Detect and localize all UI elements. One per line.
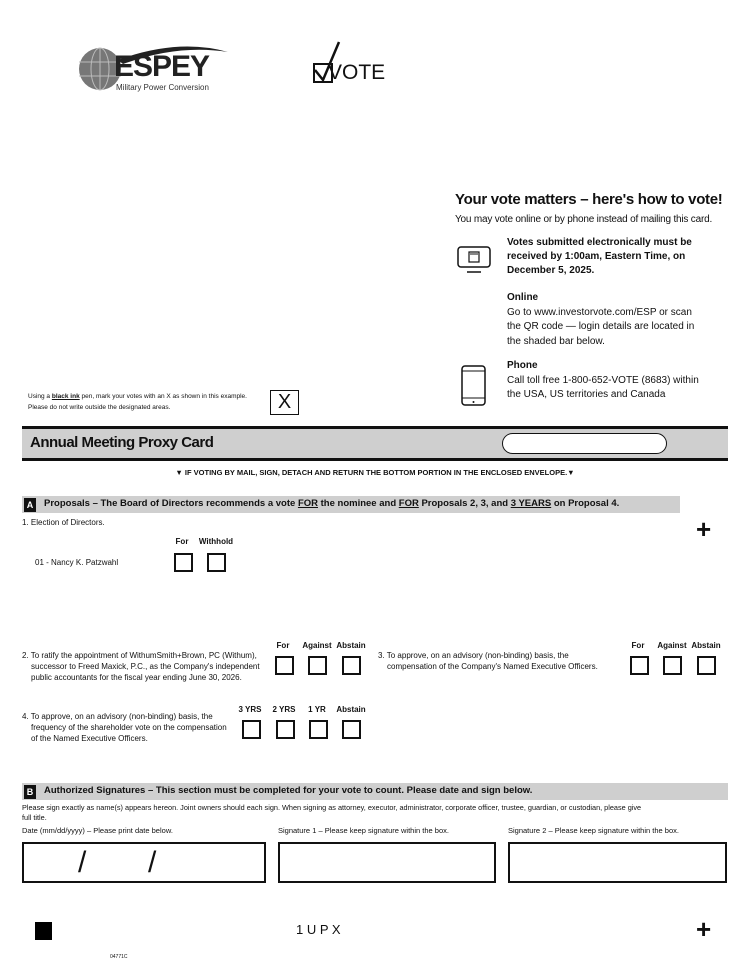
date-label: Date (mm/dd/yyyy) – Please print date below. (22, 826, 173, 835)
monitor-icon (457, 246, 493, 274)
proposal-2-abstain-checkbox[interactable] (342, 656, 361, 675)
signing-instructions: Please sign exactly as name(s) appears hereon. Joint owners should each sign. When signing as attorney, executor, administrator, corporate officer, trustee, guardian, or custodian, please give full title. (22, 803, 642, 822)
proposal-4-3yrs-checkbox[interactable] (242, 720, 261, 739)
option-label-abstain: Abstain (336, 705, 366, 714)
date-separator: / (148, 846, 157, 879)
online-heading: Online (507, 292, 539, 303)
proposal-1-title: 1. Election of Directors. (22, 518, 105, 527)
vote-logo-text: VOTE (328, 61, 386, 84)
option-label-abstain: Abstain (336, 641, 366, 650)
login-oval (502, 433, 667, 454)
form-code: 1 U P X (296, 922, 341, 937)
online-section (507, 291, 694, 349)
card-title: Annual Meeting Proxy Card (30, 434, 214, 451)
vote-logo (312, 40, 387, 88)
date-input-box[interactable] (22, 842, 266, 883)
registration-plus-icon: + (696, 514, 712, 544)
deadline-line: Votes submitted electronically must be (507, 237, 692, 248)
black-ink-text: black ink (51, 393, 80, 400)
date-separator: / (78, 846, 87, 879)
company-tagline: Military Power Conversion (116, 83, 209, 92)
phone-heading: Phone (507, 360, 538, 371)
proposal-3-for-checkbox[interactable] (630, 656, 649, 675)
deadline-line: received by 1:00am, Eastern Time, on (507, 251, 686, 262)
option-label-for: For (276, 641, 290, 650)
deadline-text (507, 236, 692, 278)
option-label-2-yrs: 2 YRS (272, 705, 296, 714)
section-a-title: Proposals – The Board of Directors recommends a vote FOR the nominee and FOR Proposals 2, 3, and 3 YEARS on Proposal 4. (44, 498, 620, 509)
company-name: ESPEY (114, 50, 210, 83)
proposal-4-abstain-checkbox[interactable] (342, 720, 361, 739)
section-a-badge: A (24, 498, 36, 512)
instruction-text: pen, mark your votes with an X as shown in this example. (79, 393, 247, 400)
signature-1-box[interactable] (278, 842, 496, 883)
proposal-4-2yrs-checkbox[interactable] (276, 720, 295, 739)
how-to-vote-subtitle: You may vote online or by phone instead of mailing this card. (455, 214, 713, 225)
phone-section (507, 359, 699, 403)
option-label-3-yrs: 3 YRS (238, 705, 262, 714)
option-label-for: For (631, 641, 645, 650)
form-id: 04771C (110, 954, 128, 960)
nominee-01-name: 01 - Nancy K. Patzwahl (35, 558, 119, 567)
phone-line: the USA, US territories and Canada (507, 389, 666, 400)
instruction-text: Please do not write outside the designated areas. (28, 404, 171, 411)
option-label-1-yr: 1 YR (308, 705, 326, 714)
signature-2-box[interactable] (508, 842, 727, 883)
proposal-3-text: 3. To approve, on an advisory (non-binding) basis, the compensation of the Company's Named Executive Officers. (378, 651, 598, 671)
registration-square-icon (35, 922, 52, 940)
deadline-line: December 5, 2025. (507, 265, 595, 276)
registration-plus-icon: + (696, 914, 712, 944)
nominee-01-for-checkbox[interactable] (174, 553, 193, 572)
marking-instructions (28, 391, 247, 413)
option-label-abstain: Abstain (691, 641, 721, 650)
signature-1-label: Signature 1 – Please keep signature within the box. (278, 826, 449, 835)
online-line[interactable]: Go to www.investorvote.com/ESP or scan (507, 306, 692, 318)
how-to-vote-title: Your vote matters – here's how to vote! (455, 191, 723, 208)
option-label-against: Against (657, 641, 687, 650)
section-b-title: Authorized Signatures – This section must be completed for your vote to count. Please date and sign below. (44, 785, 533, 796)
proposal-2-text: 2. To ratify the appointment of WithumSmith+Brown, PC (Withum), successor to Freed Maxick, P.C., as the Company's independent public accountants for the fiscal year ending June 30, 2026. (22, 651, 260, 682)
nominee-01-withhold-checkbox[interactable] (207, 553, 226, 572)
proposal-4-1yr-checkbox[interactable] (309, 720, 328, 739)
online-line: the QR code — login details are located in (507, 321, 695, 332)
phone-icon (461, 365, 487, 407)
mail-instruction: ▼ IF VOTING BY MAIL, SIGN, DETACH AND RETURN THE BOTTOM PORTION IN THE ENCLOSED ENVELOPE.▼ (175, 468, 575, 477)
phone-line: Call toll free 1-800-652-VOTE (8683) within (507, 374, 699, 386)
example-mark-box: X (270, 390, 299, 415)
proposal-4-text: 4. To approve, on an advisory (non-binding) basis, the frequency of the shareholder vote on the compensation of the Named Executive Officers. (22, 712, 227, 743)
online-line: the shaded bar below. (507, 335, 605, 347)
proposal-2-against-checkbox[interactable] (308, 656, 327, 675)
section-b-badge: B (24, 785, 36, 799)
instruction-text: Using a (28, 393, 52, 400)
proposal-3-against-checkbox[interactable] (663, 656, 682, 675)
proposal-2-for-checkbox[interactable] (275, 656, 294, 675)
option-label-withhold: Withhold (198, 537, 234, 546)
proposal-3-abstain-checkbox[interactable] (697, 656, 716, 675)
option-label-for: For (175, 537, 189, 546)
espey-logo (78, 42, 233, 97)
signature-2-label: Signature 2 – Please keep signature within the box. (508, 826, 679, 835)
option-label-against: Against (302, 641, 332, 650)
